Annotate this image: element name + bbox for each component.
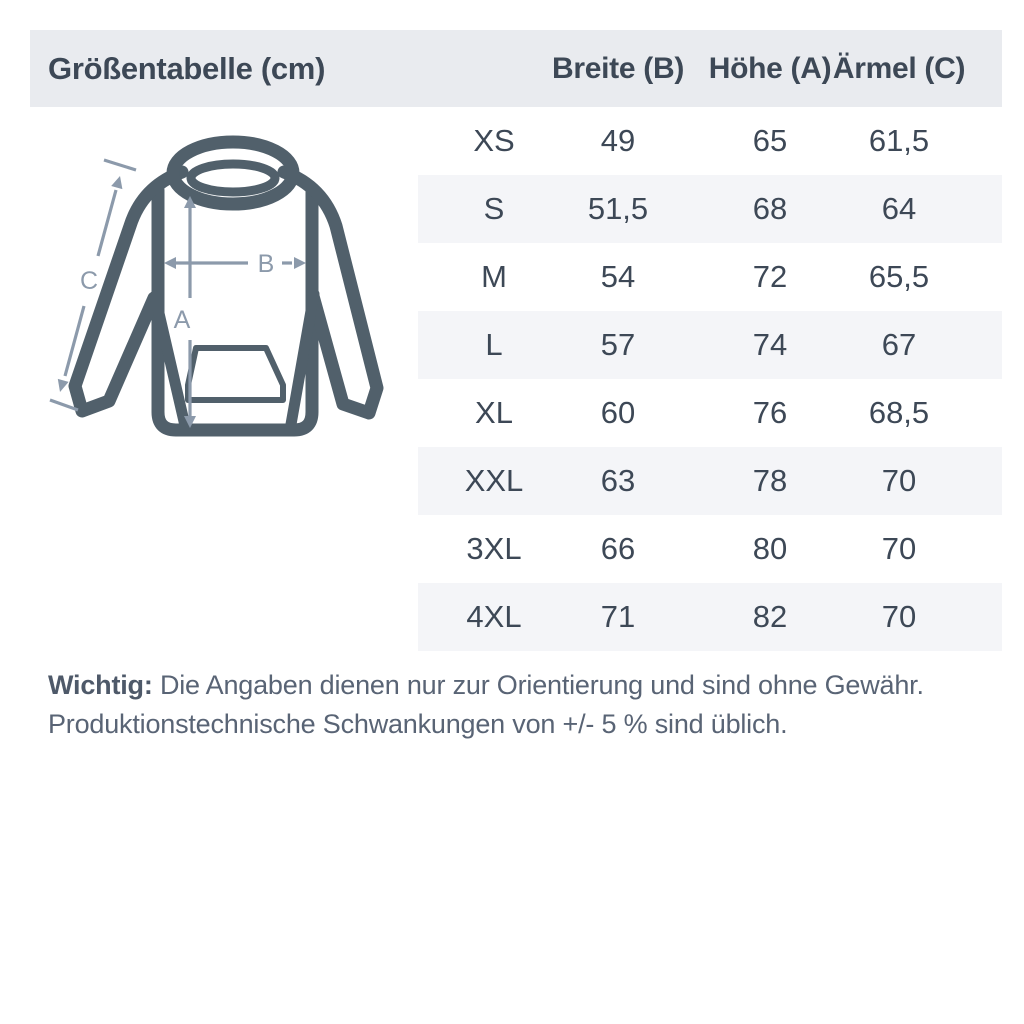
breite-value: 66 — [600, 531, 636, 566]
table-row — [418, 379, 1002, 447]
breite-value: 54 — [600, 259, 636, 294]
breite-value: 49 — [600, 123, 636, 158]
column-header-breite: Breite (B) — [552, 51, 685, 85]
row-right-spacer — [924, 515, 1002, 583]
disclaimer-line-1 — [48, 666, 924, 705]
row-right-spacer — [924, 243, 1002, 311]
hoehe-value: 78 — [752, 463, 788, 498]
disclaimer-line-2 — [48, 705, 924, 744]
size-label: XXL — [464, 463, 524, 498]
size-label: XL — [475, 395, 513, 430]
disclaimer-text-2: Produktionstechnische Schwankungen von +/- 5 % sind üblich. — [48, 709, 788, 739]
disclaimer-text-1: Die Angaben dienen nur zur Orientierung und sind ohne Gewähr. — [159, 670, 924, 700]
hoehe-value: 65 — [752, 123, 788, 158]
table-column-headers — [418, 30, 1002, 107]
arrow-b-right — [294, 257, 306, 269]
arrow-c-down — [58, 379, 69, 392]
hood-inner — [191, 164, 275, 192]
column-header-right-spacer — [924, 30, 1002, 107]
arrow-c-line-top — [98, 190, 116, 256]
aermel-value: 61,5 — [868, 123, 930, 158]
breite-value: 63 — [600, 463, 636, 498]
arrow-c-up — [111, 176, 122, 189]
hoehe-value: 80 — [752, 531, 788, 566]
row-right-spacer — [924, 447, 1002, 515]
size-label: 4XL — [466, 599, 522, 634]
table-header-bar — [30, 30, 1002, 107]
aermel-value: 65,5 — [868, 259, 930, 294]
table-row — [418, 107, 1002, 175]
arrow-c-top-tick — [104, 160, 136, 170]
table-row — [418, 515, 1002, 583]
size-label: S — [483, 191, 505, 226]
page-title: Größentabelle (cm) — [48, 50, 326, 86]
size-label: 3XL — [466, 531, 522, 566]
hoehe-value: 72 — [752, 259, 788, 294]
table-row — [418, 447, 1002, 515]
measure-label-a: A — [173, 306, 191, 334]
disclaimer-prefix: Wichtig: — [48, 670, 153, 700]
measure-label-b: B — [257, 250, 275, 278]
hoehe-value: 76 — [752, 395, 788, 430]
hoehe-value: 74 — [752, 327, 788, 362]
aermel-value: 64 — [881, 191, 917, 226]
size-label: M — [481, 259, 507, 294]
aermel-value: 68,5 — [868, 395, 930, 430]
row-right-spacer — [924, 175, 1002, 243]
hoodie-measurement-diagram — [42, 128, 422, 450]
size-label: XS — [473, 123, 515, 158]
aermel-value: 70 — [881, 463, 917, 498]
hoehe-value: 82 — [752, 599, 788, 634]
row-right-spacer — [924, 311, 1002, 379]
table-row — [418, 175, 1002, 243]
table-row — [418, 243, 1002, 311]
table-row — [418, 311, 1002, 379]
column-header-aermel: Ärmel (C) — [832, 51, 966, 85]
disclaimer-note — [48, 666, 924, 744]
breite-value: 60 — [600, 395, 636, 430]
column-header-size-spacer — [418, 30, 570, 107]
hoehe-value: 68 — [752, 191, 788, 226]
breite-value: 57 — [600, 327, 636, 362]
aermel-value: 70 — [881, 531, 917, 566]
breite-value: 51,5 — [587, 191, 649, 226]
column-header-hoehe: Höhe (A) — [708, 51, 832, 85]
size-label: L — [485, 327, 503, 362]
measure-label-c: C — [79, 267, 99, 295]
aermel-value: 70 — [881, 599, 917, 634]
size-table — [418, 107, 1002, 651]
breite-value: 71 — [600, 599, 636, 634]
row-right-spacer — [924, 379, 1002, 447]
row-right-spacer — [924, 583, 1002, 651]
row-right-spacer — [924, 107, 1002, 175]
kangaroo-pocket — [188, 348, 283, 400]
table-row — [418, 583, 1002, 651]
aermel-value: 67 — [881, 327, 917, 362]
